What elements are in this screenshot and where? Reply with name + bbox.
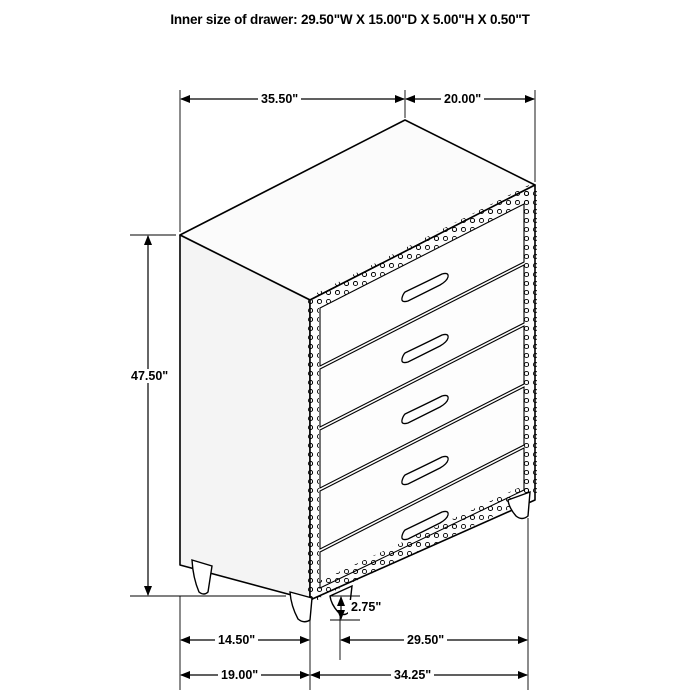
- nailhead-trim-right-edge: [528, 189, 533, 497]
- dim-label-overall-height: 47.50": [128, 369, 171, 383]
- dim-label-bottom-front-width: 34.25": [391, 668, 434, 682]
- page-title: Inner size of drawer: 29.50"W X 15.00"D X 5.00"H X 0.50"T: [170, 12, 530, 27]
- chest-left-side: [180, 235, 310, 600]
- dim-label-bottom-side-depth: 19.00": [218, 668, 261, 682]
- dim-label-leg-height: 2.75": [348, 600, 384, 614]
- leg-back-left: [192, 560, 212, 594]
- dim-label-base-front-width: 29.50": [404, 633, 447, 647]
- dim-label-top-side-depth: 20.00": [441, 92, 484, 106]
- dim-label-top-front-width: 35.50": [258, 92, 301, 106]
- nailhead-trim-left-edge: [310, 300, 315, 600]
- leg-front-left: [290, 592, 312, 622]
- dim-label-base-side-depth: 14.50": [215, 633, 258, 647]
- chest-body: [180, 120, 535, 622]
